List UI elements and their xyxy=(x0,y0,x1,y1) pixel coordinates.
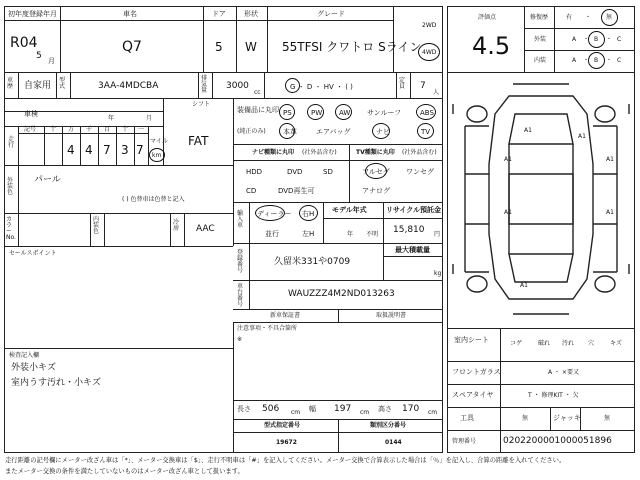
displacement-label: 排気量 xyxy=(201,75,208,94)
equip-navi-circle xyxy=(372,123,390,139)
unit-1: 万 xyxy=(68,126,75,133)
reg-year-label: 初年度登録年月 xyxy=(8,10,57,18)
equip-sunroof: サンルーフ xyxy=(367,109,402,117)
equip-ps-circle xyxy=(279,104,295,120)
color-label: 外装色 xyxy=(7,177,14,196)
car-damage-diagram xyxy=(447,74,635,324)
spare-label: スペアタイヤ xyxy=(452,391,494,399)
glass-value: A ・ ×要又 xyxy=(548,369,579,376)
footer-line2: またメーター交換の条件を満たしていないものはメーター改ざん車として扱います。 xyxy=(5,468,244,475)
inspect-month: 月 xyxy=(146,115,153,122)
mark-a1-front: A1 xyxy=(524,127,532,134)
glass-label: フロントガラス xyxy=(452,368,501,376)
shape-value: W xyxy=(245,40,257,54)
model-label: 車名 xyxy=(123,10,137,18)
chassis-value: WAUZZZ4M2ND013263 xyxy=(288,289,395,299)
navi-sd: SD xyxy=(323,168,333,176)
repair-opt-no: 無 xyxy=(606,14,613,21)
shift-value: FAT xyxy=(188,134,209,148)
chassis-label: 車台番号 xyxy=(237,283,244,308)
unit-3: 百 xyxy=(104,126,111,133)
mgmt-value: 0202200001000051896 xyxy=(503,436,612,446)
class-value: 0144 xyxy=(385,439,402,446)
warranty-label: 新車保証書 xyxy=(270,312,301,319)
tv-analog: アナログ xyxy=(362,187,390,195)
repair-opt-yes: 有 xyxy=(566,14,573,21)
interior-burn: コゲ xyxy=(510,340,523,347)
length-value: 506 xyxy=(262,404,280,414)
fuel-g-circle xyxy=(285,78,300,93)
mark-a1-rear: A1 xyxy=(520,282,528,289)
record-label: 記号 xyxy=(24,126,37,133)
recycle-label: リサイクル預託金 xyxy=(386,206,442,214)
int-opt-dot1: ・ xyxy=(583,57,590,64)
mark-a1-right-rear: A1 xyxy=(606,209,614,216)
unit-5: 一 xyxy=(138,126,145,133)
capacity-label: 定員 xyxy=(399,77,406,90)
navi-title-note: (社外品含む) xyxy=(302,149,337,156)
notes-mark: ※ xyxy=(237,336,243,343)
height-unit: cm xyxy=(428,409,438,416)
footer-line1: 走行距離の記号欄にメーター改ざん車は「*」、メーター交換車は「$」、走行不明車は「#」を記入してください。メーター交換で合算表示した場合は「％」を記入し、合算の距離を入れてください。 xyxy=(5,457,566,464)
navi-dvd-play: DVD再生可 xyxy=(278,187,315,195)
class-label: 類別区分番号 xyxy=(370,422,407,429)
width-label: 幅 xyxy=(309,405,316,413)
km-unit: km xyxy=(152,152,162,159)
ext-opt-b: B xyxy=(594,36,599,43)
equip-pw: PW xyxy=(311,109,323,117)
displacement-value: 3000 xyxy=(226,81,249,91)
interior-scratch: キズ xyxy=(610,340,622,347)
equip-abs: ABS xyxy=(420,109,434,117)
repair-label: 修復歴 xyxy=(530,14,549,21)
mgmt-label: 管理番号 xyxy=(452,438,477,445)
navi-title: ナビ種類に丸印 xyxy=(252,149,295,156)
manual-label: 取扱説明書 xyxy=(376,312,407,319)
int-b-circle xyxy=(588,52,605,69)
inspect-label: 車検 xyxy=(24,110,38,118)
inspect-year: 年 xyxy=(108,115,115,122)
color-note: ( ) 色替車は色替と記入 xyxy=(122,196,185,203)
digit-3: 3 xyxy=(121,143,129,157)
equip-leather: 本革 xyxy=(283,128,297,136)
ext-opt-dot1: ・ xyxy=(583,36,590,43)
side-label: 走行 xyxy=(8,136,15,149)
navi-cd: CD xyxy=(246,187,257,195)
ac-label: 冷房 xyxy=(173,219,180,232)
inspector-label: 検査記入欄 xyxy=(9,352,40,359)
mark-a1-right: A1 xyxy=(606,156,614,163)
int-label: 内装 xyxy=(534,57,547,64)
use-value: 自家用 xyxy=(24,81,52,91)
kg-unit: kg xyxy=(434,270,442,277)
mile-unit: マイル xyxy=(150,138,168,145)
equip-tv-circle xyxy=(417,123,434,139)
tv-fullseg-circle xyxy=(365,163,387,179)
score-label: 評価点 xyxy=(478,14,497,21)
reg-era-year: R04 xyxy=(10,35,38,51)
notes-label: 注意事項・不具合箇所 xyxy=(237,325,298,332)
persons-unit: 人 xyxy=(433,89,440,96)
ext-opt-c: C xyxy=(617,36,622,43)
inspector-line2: 室内うす汚れ・小キズ xyxy=(11,378,101,388)
equip-navi: ナビ xyxy=(376,128,390,136)
fuel-options: G ・ D ・ HV ・ ( ) xyxy=(290,83,353,91)
digit-0: 4 xyxy=(67,143,75,157)
mark-a1-front-right: A1 xyxy=(578,133,586,140)
spare-value: T ・ 修理KIT ・ 欠 xyxy=(528,392,579,399)
equip-sub: (純正のみ) xyxy=(237,128,266,135)
type-spec-value: 19672 xyxy=(276,439,297,446)
jack-value: 無 xyxy=(604,415,611,422)
drive-4wd-circle xyxy=(418,43,440,61)
shape-label: 形状 xyxy=(244,10,258,18)
width-value: 197 xyxy=(334,404,352,414)
tools-label: 工具 xyxy=(460,414,474,422)
registration-value: 久留米331や0709 xyxy=(274,257,351,267)
drive-2wd: 2WD xyxy=(422,22,437,29)
import-right-h: 右H xyxy=(302,210,315,218)
cc-unit: cc xyxy=(254,89,261,96)
unit-2: 千 xyxy=(86,126,93,133)
tv-oneseg: ワンセグ xyxy=(406,168,434,176)
equip-label: 装備品に丸印 xyxy=(237,106,279,114)
grade-value: 55TFSI クワトロ Sライン xyxy=(282,40,422,54)
jack-label: ジャッキ xyxy=(553,414,581,422)
model-year-label: モデル年式 xyxy=(332,206,367,214)
tv-title-note: (社外品含む) xyxy=(402,149,437,156)
color-value: パール xyxy=(34,175,61,185)
length-unit: cm xyxy=(291,409,301,416)
ext-opt-a: A xyxy=(572,36,577,43)
repair-opt-dot: ・ xyxy=(585,14,592,21)
model-name: Q7 xyxy=(122,39,142,55)
capacity-value: 7 xyxy=(420,81,426,91)
int-opt-dot2: ・ xyxy=(606,57,613,64)
type-label: 型式 xyxy=(59,77,66,90)
model-year-unit: 年 xyxy=(347,231,354,238)
score-value: 4.5 xyxy=(472,32,511,60)
grade-label: グレード xyxy=(317,10,345,18)
repair-no-circle xyxy=(601,9,618,26)
length-label: 長さ xyxy=(237,405,251,413)
interior-label: 室内シート xyxy=(454,336,489,344)
equip-pw-circle xyxy=(307,104,324,120)
max-load-label: 最大積載量 xyxy=(395,246,430,254)
use-label: 車歴 xyxy=(7,77,14,90)
import-dealer-circle xyxy=(255,205,285,221)
doors-value: 5 xyxy=(215,40,223,54)
type-spec-label: 型式指定番号 xyxy=(264,422,301,429)
navi-hdd: HDD xyxy=(246,168,263,176)
digit-1: 4 xyxy=(85,143,93,157)
import-left-h: 左H xyxy=(302,230,315,238)
equip-airbag: エアバッグ xyxy=(316,128,351,136)
tv-title: TV種類に丸印 xyxy=(356,149,395,156)
width-unit: cm xyxy=(360,409,370,416)
equip-ps: PS xyxy=(283,109,292,117)
digit-4: 7 xyxy=(136,143,144,157)
color-code-label: カラーNo. xyxy=(6,216,16,241)
digit-2: 7 xyxy=(103,143,111,157)
int-opt-c: C xyxy=(617,57,622,64)
unit-4: 十 xyxy=(122,126,129,133)
mark-a1-left-rear: A1 xyxy=(504,209,512,216)
interior-tear: 破れ xyxy=(538,340,551,347)
ac-value: AAC xyxy=(196,224,215,234)
import-dealer: ディーラー xyxy=(257,210,292,218)
inspector-line1: 外装小キズ xyxy=(11,363,56,373)
km-circle xyxy=(149,148,165,162)
equip-tv: TV xyxy=(421,128,431,136)
tools-value: 無 xyxy=(522,415,529,422)
import-label: 輸入車 xyxy=(237,210,244,229)
ext-opt-dot2: ・ xyxy=(606,36,613,43)
int-color-label: 内装色 xyxy=(93,216,100,235)
interior-dirt: 汚れ xyxy=(562,340,575,347)
height-label: 高さ xyxy=(378,405,392,413)
import-parallel: 並行 xyxy=(265,230,279,238)
tv-fullseg: フルセグ xyxy=(362,168,390,176)
reg-month: 5 xyxy=(36,51,42,61)
yen-unit: 円 xyxy=(434,231,441,238)
equip-aw: AW xyxy=(339,109,351,117)
doors-label: ドア xyxy=(212,10,226,18)
shift-label: シフト xyxy=(192,101,211,108)
mark-a1-left: A1 xyxy=(504,156,512,163)
month-unit: 月 xyxy=(48,57,55,65)
height-value: 170 xyxy=(402,404,420,414)
import-right-circle xyxy=(299,205,318,221)
ext-b-circle xyxy=(588,31,605,48)
int-opt-b: B xyxy=(594,57,599,64)
unit-0: 十 xyxy=(50,126,57,133)
int-opt-a: A xyxy=(572,57,577,64)
interior-hole: 穴 xyxy=(588,340,595,347)
navi-dvd: DVD xyxy=(287,168,303,176)
equip-abs-circle xyxy=(416,104,436,120)
drive-4wd: 4WD xyxy=(422,49,437,56)
registration-label: 登録番号 xyxy=(237,249,244,274)
sales-point-label: セールスポイント xyxy=(9,250,57,257)
type-value: 3AA-4MDCBA xyxy=(98,81,159,91)
equip-aw-circle xyxy=(335,104,352,120)
recycle-value: 15,810 xyxy=(393,225,425,235)
equip-leather-circle xyxy=(279,123,295,139)
model-year-unknown: 不明 xyxy=(366,231,379,238)
ext-label: 外装 xyxy=(534,36,547,43)
